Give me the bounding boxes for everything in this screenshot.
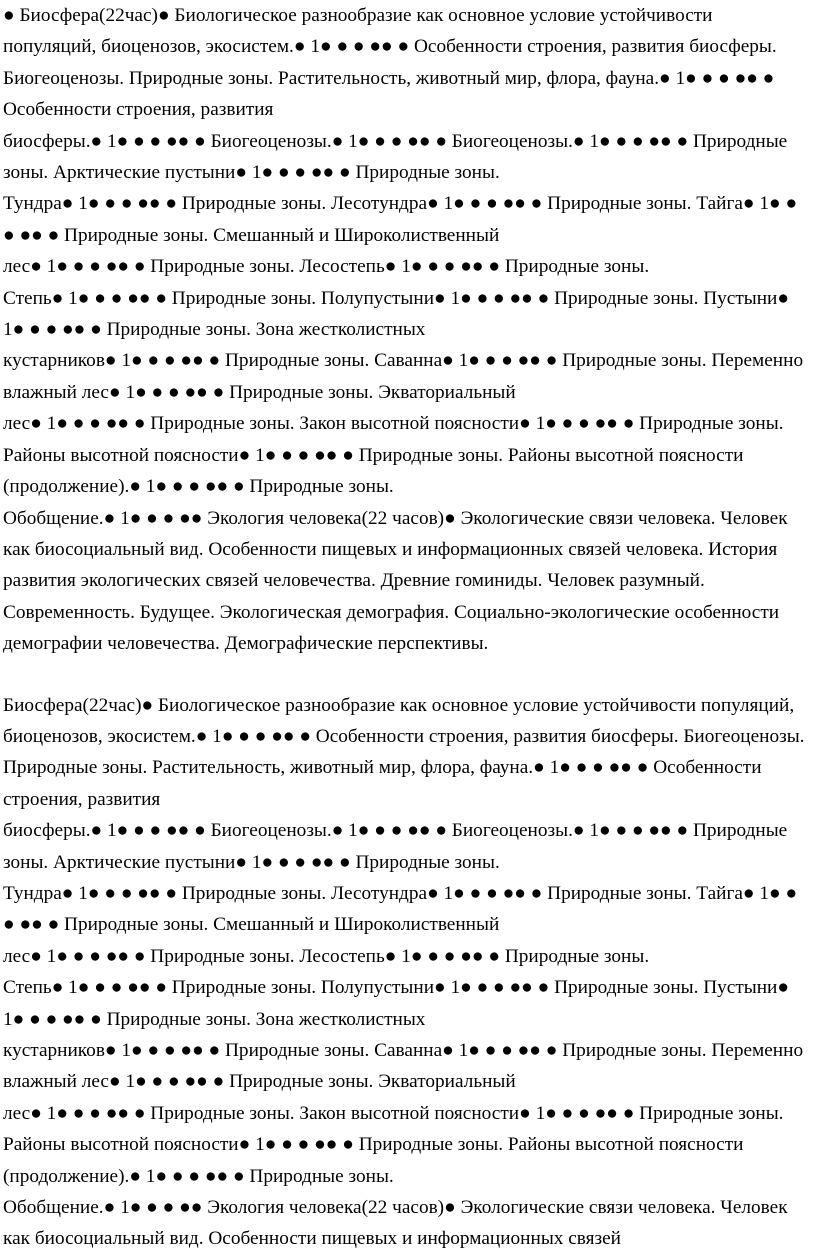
text-segment: Биосфера(22час)● Биологическое разнообразие как основное условие устойчивости популяций, биоценозов, экосистем.● 1● ● ● ●● ● Особенности строения, развития биосферы. Биогеоценозы. Природные зоны. Растительность, животный мир, флора, фауна.● 1● ● ● ●● ● Особенности строения, развития: [3, 694, 805, 810]
text-segment: кустарников● 1● ● ● ●● ● Природные зоны. Саванна● 1● ● ● ●● ● Природные зоны. Переменно влажный лес● 1● ● ● ●● ● Природные зоны. Экваториальный: [3, 350, 804, 403]
text-segment: лес● 1● ● ● ●● ● Природные зоны. Закон высотной поясности● 1● ● ● ●● ● Природные зоны. Районы высотной поясности● 1● ● ● ●● ● Природные зоны. Районы высотной поясности (продолжение).● 1● ● ● ●● ● Природные зоны.: [3, 1102, 784, 1187]
text-segment: Тундра● 1● ● ● ●● ● Природные зоны. Лесотундра● 1● ● ● ●● ● Природные зоны. Тайга● 1● ● ● ●● ● Природные зоны. Смешанный и Широколиственный: [3, 193, 798, 246]
text-segment: Обобщение.● 1● ● ● ●● Экология человека(22 часов)● Экологические связи человека. Человек как биосоциальный вид. Особенности пищевых и информационных связей: [3, 1197, 788, 1250]
text-segment: Тундра● 1● ● ● ●● ● Природные зоны. Лесотундра● 1● ● ● ●● ● Природные зоны. Тайга● 1● ● ● ●● ● Природные зоны. Смешанный и Широколиственный: [3, 882, 798, 936]
text-segment: биосферы.● 1● ● ● ●● ● Биогеоценозы.● 1● ● ● ●● ● Биогеоценозы.● 1● ● ● ●● ● Природные зоны. Арктические пустыни● 1● ● ● ●● ● Природные зоны.: [3, 130, 788, 184]
text-segment: Степь● 1● ● ● ●● ● Природные зоны. Полупустыни● 1● ● ● ●● ● Природные зоны. Пустыни● 1● ● ● ●● ● Природные зоны. Зона жестколистных: [3, 287, 790, 341]
text-segment: лес● 1● ● ● ●● ● Природные зоны. Лесостепь● 1● ● ● ●● ● Природные зоны.: [3, 945, 650, 967]
text-segment: Обобщение.● 1● ● ● ●● Экология человека(22 часов)● Экологические связи человека. Человек как биосоциальный вид. Особенности пищевых и информационных связей человека. История развития экологических связей человечества. Древние гоминиды. Человек разумный. Современность. Будущее. Экологическая демография. Социально-экологические особенности демографии человечества. Демографические перспективы.: [3, 507, 788, 655]
text-segment: кустарников● 1● ● ● ●● ● Природные зоны. Саванна● 1● ● ● ●● ● Природные зоны. Переменно влажный лес● 1● ● ● ●● ● Природные зоны. Экваториальный: [3, 1040, 804, 1093]
paragraph-2: [3, 690, 810, 1255]
text-segment: биосферы.● 1● ● ● ●● ● Биогеоценозы.● 1● ● ● ●● ● Биогеоценозы.● 1● ● ● ●● ● Природные зоны. Арктические пустыни● 1● ● ● ●● ● Природные зоны.: [3, 820, 788, 873]
paragraph-1: [3, 0, 810, 660]
text-segment: лес● 1● ● ● ●● ● Природные зоны. Закон высотной поясности● 1● ● ● ●● ● Природные зоны. Районы высотной поясности● 1● ● ● ●● ● Природные зоны. Районы высотной поясности (продолжение).● 1● ● ● ●● ● Природные зоны.: [3, 413, 784, 498]
text-segment: Степь● 1● ● ● ●● ● Природные зоны. Полупустыни● 1● ● ● ●● ● Природные зоны. Пустыни● 1● ● ● ●● ● Природные зоны. Зона жестколистных: [3, 977, 790, 1030]
text-segment: ● Биосфера(22час)● Биологическое разнообразие как основное условие устойчивости популяций, биоценозов, экосистем.● 1● ● ● ●● ● Особенности строения, развития биосферы. Биогеоценозы. Природные зоны. Растительность, животный мир, флора, фауна.● 1● ● ● ●● ● Особенности строения, развития: [3, 5, 777, 121]
text-segment: лес● 1● ● ● ●● ● Природные зоны. Лесостепь● 1● ● ● ●● ● Природные зоны.: [3, 256, 650, 278]
